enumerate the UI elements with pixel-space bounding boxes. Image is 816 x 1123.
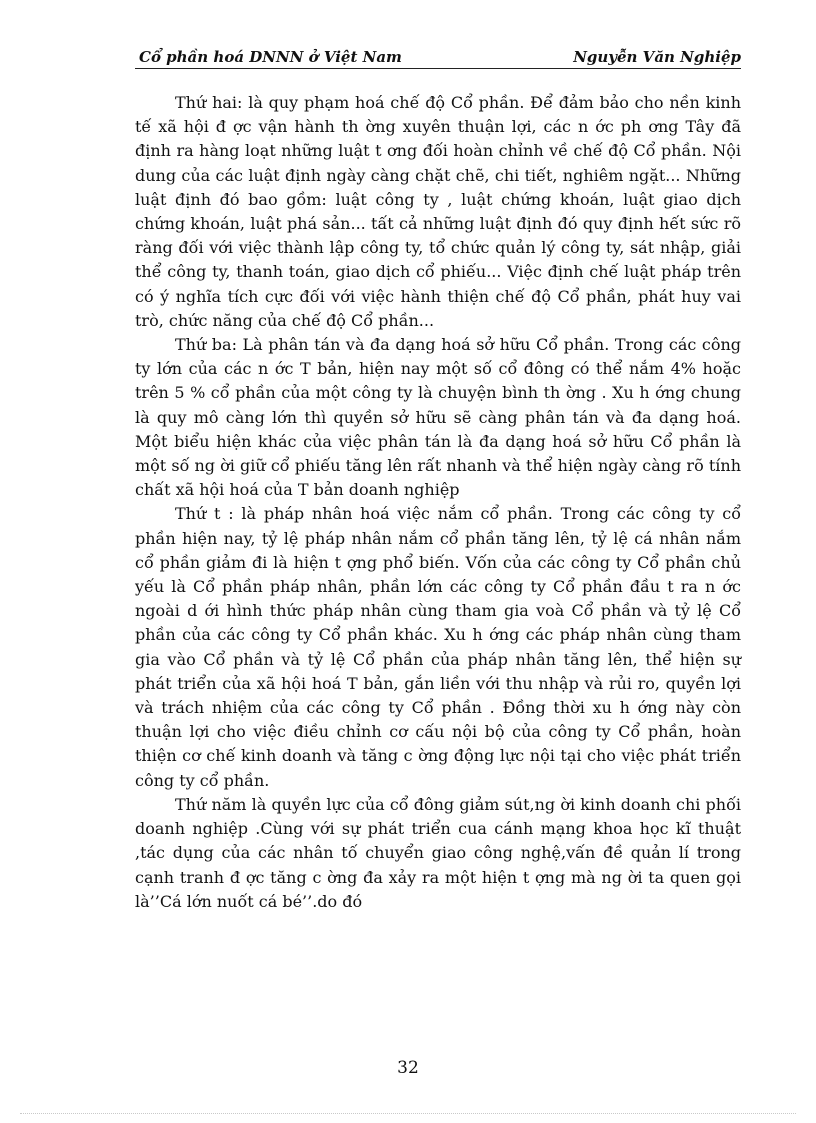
header-author: Nguyễn Văn Nghiệp [573, 48, 741, 66]
page-number: 32 [397, 1058, 419, 1078]
paragraph-thu-tu: Thứ t : là pháp nhân hoá việc nắm cổ phần. Trong các công ty cổ phần hiện nay, tỷ lệ pháp nhân nắm cổ phần tăng lên, tỷ lệ cá nhân nắm cổ phần giảm đi là hiện t ợng phổ biến. Vốn của các công ty Cổ phần chủ yếu là Cổ phần pháp nhân, phần lớn các công ty Cổ phần đầu t ra n ớc ngoài d ới hình thức pháp nhân cùng tham gia voà Cổ phần và tỷ lệ Cổ phần của các công ty Cổ phần khác. Xu h ớng các pháp nhân cùng tham gia vào Cổ phần và tỷ lệ Cổ phần của pháp nhân tăng lên, thể hiện sự phát triển của xã hội hoá T bản, gắn liền với thu nhập và rủi ro, quyền lợi và trách nhiệm của các công ty Cổ phần . Đồng thời xu h ớng này còn thuận lợi cho việc điều chỉnh cơ cấu nội bộ của công ty Cổ phần, hoàn thiện cơ chế kinh doanh và tăng c ờng động lực nội tại cho việc phát triển công ty cổ phần. [135, 504, 741, 790]
footer-divider [20, 1113, 796, 1114]
body-text [135, 91, 741, 914]
running-header [135, 46, 741, 69]
paragraph-thu-nam: Thứ năm là quyền lực của cổ đông giảm sút,ng ời kinh doanh chi phối doanh nghiệp .Cùng với sự phát triển cua cánh mạng khoa học kĩ thuật ,tác dụng của các nhân tố chuyển giao công nghệ,vấn đề quản lí trong cạnh tranh đ ợc tăng c ờng đa xảy ra một hiện t ợng mà ng ời ta quen gọi là’’Cá lớn nuốt cá bé’’.do đó [135, 794, 741, 911]
header-title: Cổ phần hoá DNNN ở Việt Nam [139, 48, 402, 66]
paragraph-thu-hai: Thứ hai: là quy phạm hoá chế độ Cổ phần. Để đảm bảo cho nền kinh tế xã hội đ ợc vận hành th ờng xuyên thuận lợi, các n ớc ph ơng Tây đã định ra hàng loạt những luật t ơng đối hoàn chỉnh về chế độ Cổ phần. Nội dung của các luật định ngày càng chặt chẽ, chi tiết, nghiêm ngặt... Những luật định đó bao gồm: luật công ty , luật chứng khoán, luật giao dịch chứng khoán, luật phá sản... tất cả những luật định đó quy định hết sức rõ ràng đối với việc thành lập công ty, tổ chức quản lý công ty, sát nhập, giải thể công ty, thanh toán, giao dịch cổ phiếu... Việc định chế luật pháp trên có ý nghĩa tích cực đối với việc hành thiện chế độ Cổ phần, phát huy vai trò, chức năng của chế độ Cổ phần... [135, 93, 741, 330]
paragraph-thu-ba: Thứ ba: Là phân tán và đa dạng hoá sở hữu Cổ phần. Trong các công ty lớn của các n ớc T bản, hiện nay một số cổ đông có thể nắm 4% hoặc trên 5 % cổ phần của một công ty là chuyện bình th ờng . Xu h ớng chung là quy mô càng lớn thì quyền sở hữu sẽ càng phân tán và đa dạng hoá. Một biểu hiện khác của việc phân tán là đa dạng hoá sở hữu Cổ phần là một số ng ời giữ cổ phiếu tăng lên rất nhanh và thể hiện ngày càng rõ tính chất xã hội hoá của T bản doanh nghiệp [135, 335, 741, 500]
